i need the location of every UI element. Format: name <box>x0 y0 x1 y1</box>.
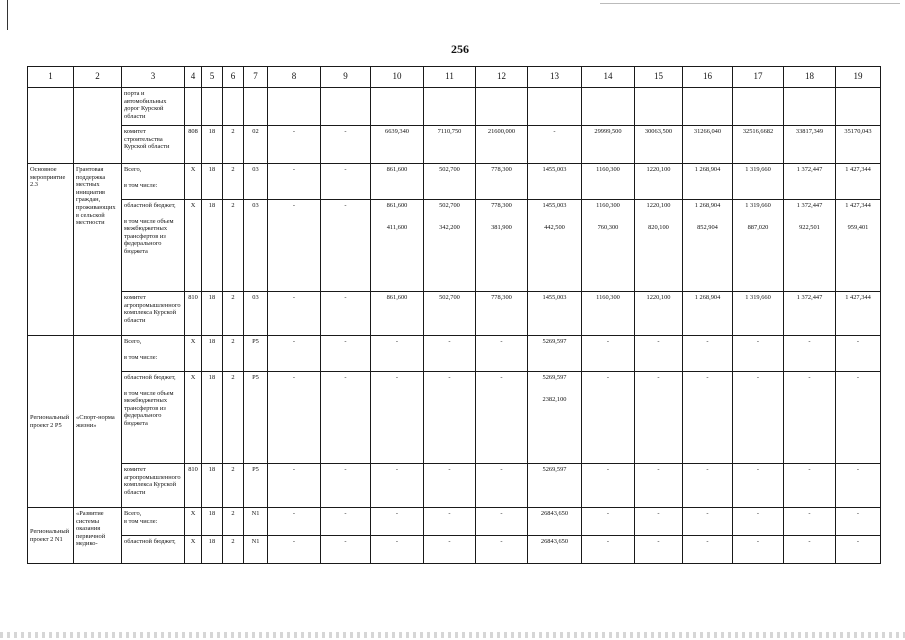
scan-noise-strip <box>0 632 905 638</box>
code-cell: 18 <box>202 536 223 564</box>
value-cell: - <box>683 336 733 372</box>
value-cell: 1160,300 760,300 <box>582 200 635 292</box>
value-cell: - <box>683 464 733 508</box>
value-cell: 5269,597 <box>528 336 582 372</box>
column-number: 1 <box>28 67 74 88</box>
column-number: 16 <box>683 67 733 88</box>
column-number: 10 <box>371 67 424 88</box>
code-cell: 2 <box>223 336 244 372</box>
value-cell: 5269,597 2382,100 <box>528 372 582 464</box>
table-row <box>28 164 881 200</box>
column-number: 14 <box>582 67 635 88</box>
executor-cell: комитет агропромышленного комплекса Курской области <box>122 464 185 508</box>
value-cell: - <box>268 126 321 164</box>
value-cell: 861,600 <box>371 164 424 200</box>
value-cell: 35170,043 <box>836 126 881 164</box>
value-cell: - <box>784 464 836 508</box>
value-cell: - <box>268 464 321 508</box>
cell-empty <box>74 88 122 164</box>
code-cell: 18 <box>202 292 223 336</box>
executor-cell: Всего, в том числе: <box>122 336 185 372</box>
code-cell: N1 <box>244 508 268 536</box>
value-cell: - <box>371 536 424 564</box>
code-cell: X <box>185 164 202 200</box>
table-row <box>28 200 881 292</box>
value-cell: 1220,100 <box>635 292 683 336</box>
value-cell: 1 319,660 887,020 <box>733 200 784 292</box>
code-cell: N1 <box>244 536 268 564</box>
value-cell: - <box>635 372 683 464</box>
code-cell: 810 <box>185 464 202 508</box>
column-number: 2 <box>74 67 122 88</box>
value-cell: - <box>836 508 881 536</box>
column-number: 18 <box>784 67 836 88</box>
cell-empty <box>28 88 74 164</box>
value-cell: - <box>371 336 424 372</box>
value-cell: - <box>424 372 476 464</box>
code-cell: 18 <box>202 126 223 164</box>
value-cell: 1 268,904 852,904 <box>683 200 733 292</box>
value-cell: 31266,040 <box>683 126 733 164</box>
value-cell: - <box>424 508 476 536</box>
value-cell: 30063,500 <box>635 126 683 164</box>
column-number: 8 <box>268 67 321 88</box>
code-cell: 2 <box>223 372 244 464</box>
project-name-cell: Региональный проект 2 P5 <box>28 336 74 508</box>
value-cell: - <box>371 464 424 508</box>
value-cell: - <box>582 508 635 536</box>
table-row <box>28 372 881 464</box>
code-cell: X <box>185 336 202 372</box>
executor-cell: комитет агропромышленного комплекса Курской области <box>122 292 185 336</box>
value-cell: 26843,650 <box>528 536 582 564</box>
value-cell: - <box>836 372 881 464</box>
value-cell: - <box>836 536 881 564</box>
value-cell: 1 268,904 <box>683 164 733 200</box>
value-cell: - <box>268 292 321 336</box>
code-cell: 2 <box>223 508 244 536</box>
column-number: 4 <box>185 67 202 88</box>
value-cell: 1 268,904 <box>683 292 733 336</box>
project-name-cell: Региональный проект 2 N1 <box>28 508 74 564</box>
value-cell: - <box>321 164 371 200</box>
scan-top-line <box>600 3 900 4</box>
value-cell: - <box>683 536 733 564</box>
code-cell: 18 <box>202 372 223 464</box>
value-cell: 1455,003 <box>528 164 582 200</box>
value-cell: - <box>683 372 733 464</box>
value-cell: - <box>268 336 321 372</box>
value-cell: - <box>476 508 528 536</box>
value-cell: 1160,300 <box>582 292 635 336</box>
value-cell: - <box>635 464 683 508</box>
value-cell: - <box>268 164 321 200</box>
value-cell: - <box>371 372 424 464</box>
value-cell: - <box>836 464 881 508</box>
value-cell: 1 427,344 959,401 <box>836 200 881 292</box>
value-cell: 778,300 <box>476 292 528 336</box>
value-cell: - <box>321 508 371 536</box>
value-cell: 1 319,660 <box>733 164 784 200</box>
value-cell: - <box>476 336 528 372</box>
value-cell: - <box>635 336 683 372</box>
code-cell: X <box>185 200 202 292</box>
executor-cell: Всего, в том числе: <box>122 164 185 200</box>
value-cell: - <box>424 336 476 372</box>
code-cell: 02 <box>244 126 268 164</box>
code-cell: X <box>185 536 202 564</box>
code-cell: 18 <box>202 508 223 536</box>
executor-cell: областной бюджет, <box>122 536 185 564</box>
code-cell: P5 <box>244 464 268 508</box>
code-cell: 808 <box>185 126 202 164</box>
value-cell: - <box>582 372 635 464</box>
value-cell: 32516,6682 <box>733 126 784 164</box>
value-cell: 1 372,447 <box>784 292 836 336</box>
value-cell: 1455,003 <box>528 292 582 336</box>
value-cell: - <box>371 508 424 536</box>
value-cell: - <box>784 508 836 536</box>
column-number: 9 <box>321 67 371 88</box>
value-cell: - <box>784 372 836 464</box>
value-cell: 5269,597 <box>528 464 582 508</box>
code-cell: P5 <box>244 372 268 464</box>
column-number: 19 <box>836 67 881 88</box>
value-cell: - <box>733 536 784 564</box>
code-cell: 18 <box>202 336 223 372</box>
code-cell: 03 <box>244 164 268 200</box>
code-cell: 18 <box>202 200 223 292</box>
value-cell: 778,300 <box>476 164 528 200</box>
value-cell: 502,700 <box>424 292 476 336</box>
code-cell: 2 <box>223 164 244 200</box>
activity-description-cell: Грантовая поддержка местных инициатив граждан, проживающих в сельской местности <box>74 164 122 336</box>
code-cell: 2 <box>223 200 244 292</box>
code-cell: 03 <box>244 200 268 292</box>
value-cell: - <box>321 292 371 336</box>
value-cell: 1220,100 <box>635 164 683 200</box>
value-cell: - <box>476 372 528 464</box>
value-cell: - <box>476 536 528 564</box>
value-cell: 1 319,660 <box>733 292 784 336</box>
code-cell: 2 <box>223 536 244 564</box>
budget-table <box>27 66 881 564</box>
column-number: 6 <box>223 67 244 88</box>
code-cell: P5 <box>244 336 268 372</box>
code-cell: 18 <box>202 464 223 508</box>
project-description-cell: «Развитие системы оказания первичной медико- <box>74 508 122 564</box>
value-cell: 1 427,344 <box>836 164 881 200</box>
value-cell: 6639,340 <box>371 126 424 164</box>
column-number: 7 <box>244 67 268 88</box>
code-cell: 2 <box>223 464 244 508</box>
value-cell: - <box>268 536 321 564</box>
value-cell: - <box>321 464 371 508</box>
code-cell: 03 <box>244 292 268 336</box>
value-cell: 861,600 <box>371 292 424 336</box>
value-cell: 7110,750 <box>424 126 476 164</box>
value-cell: - <box>528 126 582 164</box>
table-header-row <box>28 67 881 88</box>
value-cell: - <box>784 536 836 564</box>
value-cell: - <box>424 464 476 508</box>
table-row <box>28 464 881 508</box>
table-row <box>28 88 881 126</box>
value-cell: - <box>582 464 635 508</box>
executor-cell: областной бюджет, в том числе объем межбюджетных трансфертов из федерального бюджета <box>122 200 185 292</box>
value-cell: 502,700 <box>424 164 476 200</box>
value-cell: 1 372,447 922,501 <box>784 200 836 292</box>
value-cell: - <box>784 336 836 372</box>
value-cell: - <box>582 336 635 372</box>
value-cell: - <box>321 336 371 372</box>
column-number: 3 <box>122 67 185 88</box>
value-cell: - <box>683 508 733 536</box>
value-cell: 33817,349 <box>784 126 836 164</box>
code-cell: X <box>185 372 202 464</box>
value-cell: - <box>733 336 784 372</box>
value-cell: - <box>268 372 321 464</box>
value-cell: - <box>268 200 321 292</box>
value-cell: - <box>321 372 371 464</box>
activity-name-cell: Основное мероприятие 2.3 <box>28 164 74 336</box>
value-cell: 1 372,447 <box>784 164 836 200</box>
code-cell: 2 <box>223 292 244 336</box>
column-number: 12 <box>476 67 528 88</box>
code-cell: 18 <box>202 164 223 200</box>
executor-cell: комитет строительства Курской области <box>122 126 185 164</box>
table-row <box>28 508 881 536</box>
value-cell: 29999,500 <box>582 126 635 164</box>
value-cell: 502,700 342,200 <box>424 200 476 292</box>
value-cell: - <box>268 508 321 536</box>
value-cell: - <box>635 536 683 564</box>
value-cell: - <box>582 536 635 564</box>
value-cell: - <box>476 464 528 508</box>
column-number: 15 <box>635 67 683 88</box>
value-cell: 1455,003 442,500 <box>528 200 582 292</box>
code-cell: 810 <box>185 292 202 336</box>
code-cell: X <box>185 508 202 536</box>
value-cell: - <box>321 536 371 564</box>
table-row <box>28 336 881 372</box>
executor-cell: областной бюджет, в том числе объем межбюджетных трансфертов из федерального бюджета <box>122 372 185 464</box>
value-cell: 1220,100 820,100 <box>635 200 683 292</box>
table-row <box>28 126 881 164</box>
value-cell: - <box>733 372 784 464</box>
column-number: 11 <box>424 67 476 88</box>
value-cell: - <box>321 126 371 164</box>
value-cell: 21600,000 <box>476 126 528 164</box>
value-cell: 26843,650 <box>528 508 582 536</box>
value-cell: 1160,300 <box>582 164 635 200</box>
column-number: 13 <box>528 67 582 88</box>
value-cell: - <box>836 336 881 372</box>
table-row <box>28 292 881 336</box>
value-cell: - <box>635 508 683 536</box>
column-number: 17 <box>733 67 784 88</box>
value-cell: 778,300 381,900 <box>476 200 528 292</box>
scan-edge-line <box>7 0 8 30</box>
value-cell: - <box>733 508 784 536</box>
column-number: 5 <box>202 67 223 88</box>
value-cell: 1 427,344 <box>836 292 881 336</box>
value-cell: 861,600 411,600 <box>371 200 424 292</box>
executor-cell: порта и автомобильных дорог Курской области <box>122 88 185 126</box>
page-number: 256 <box>451 42 469 56</box>
executor-cell: Всего, в том числе: <box>122 508 185 536</box>
code-cell: 2 <box>223 126 244 164</box>
value-cell: - <box>733 464 784 508</box>
value-cell: - <box>321 200 371 292</box>
table-row <box>28 536 881 564</box>
value-cell: - <box>424 536 476 564</box>
project-description-cell: «Спорт-норма жизни» <box>74 336 122 508</box>
